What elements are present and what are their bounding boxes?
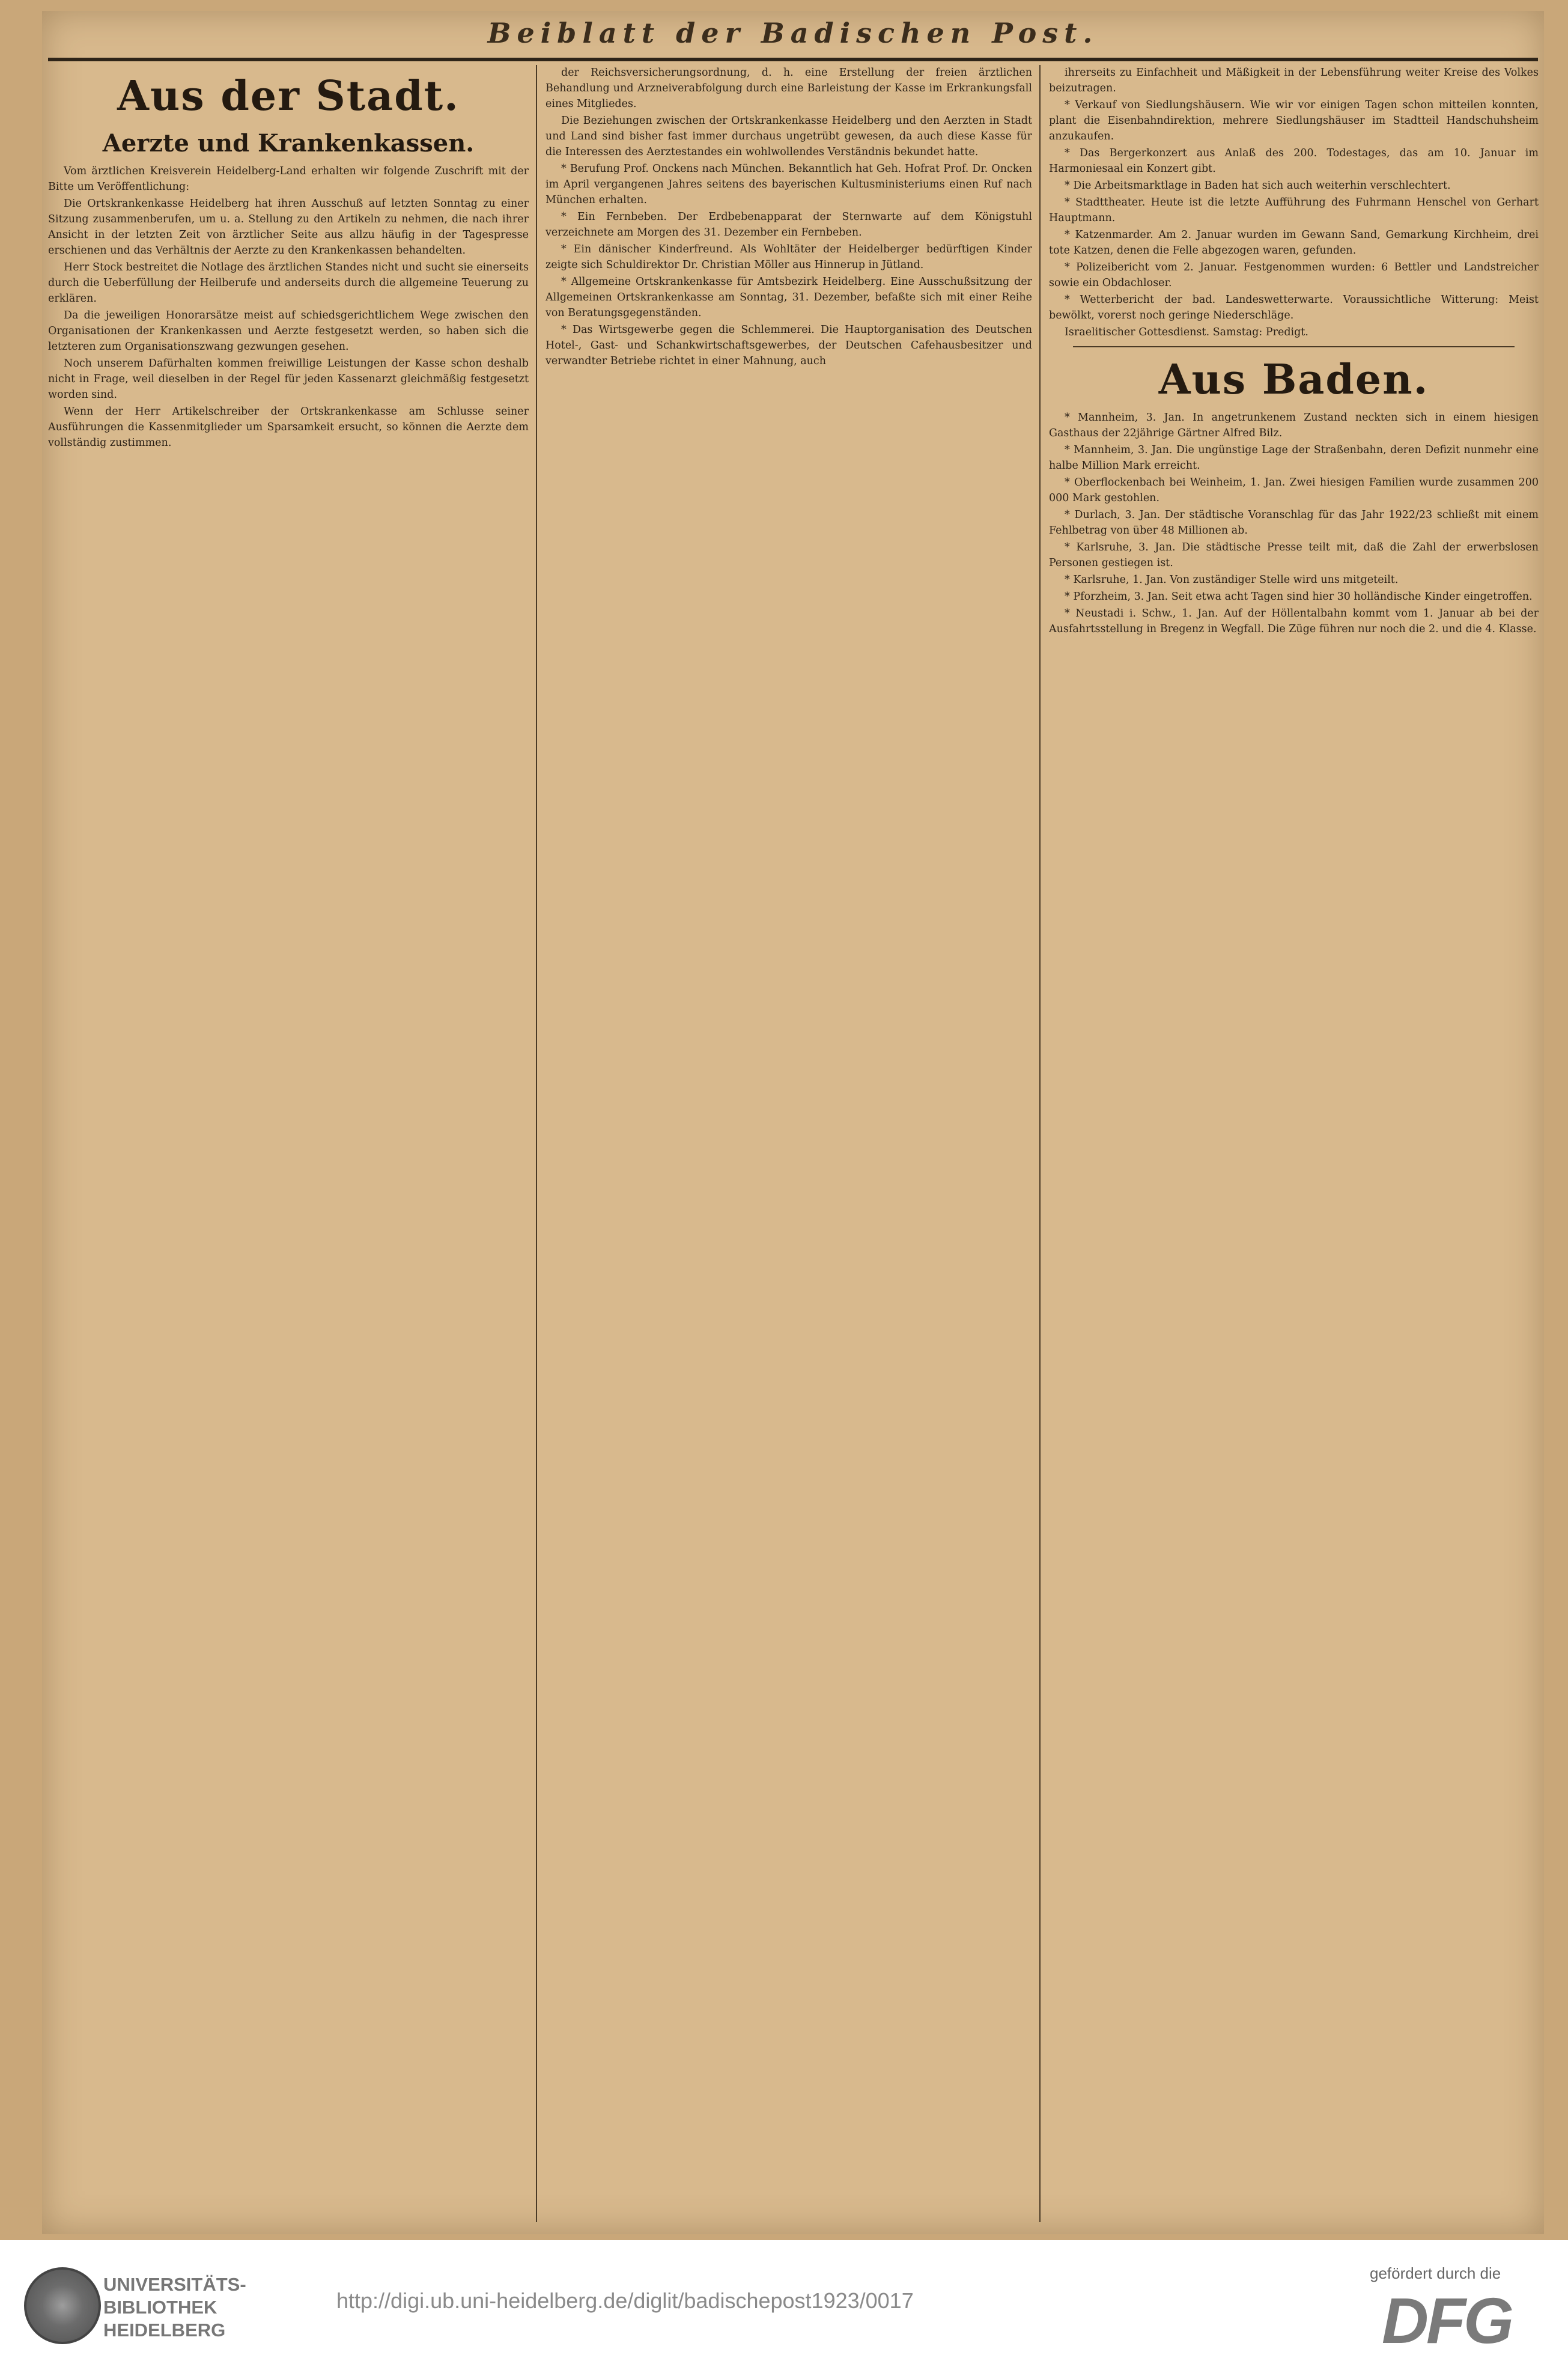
- paragraph: * Polizeibericht vom 2. Januar. Festgenommen wurden: 6 Bettler und Landstreicher sowie ein Obdachloser.: [1049, 261, 1539, 289]
- article-body: [1049, 65, 1539, 340]
- paragraph: * Pforzheim, 3. Jan. Seit etwa acht Tagen sind hier 30 holländische Kinder eingetroffen.: [1065, 591, 1533, 603]
- section-rule: [1073, 346, 1515, 347]
- library-name-line: BIBLIOTHEK: [103, 2297, 217, 2318]
- paragraph: * Ein Fernbeben. Der Erdbebenapparat der Sternwarte auf dem Königstuhl verzeichnete am Morgen des 31. Dezember ein Fernbeben.: [545, 211, 1032, 239]
- paragraph: Noch unserem Dafürhalten kommen freiwillige Leistungen der Kasse schon deshalb nicht in Frage, weil dieselben in der Regel für jeden Kassenarzt gleichmäßig festgesetzt worden sind.: [48, 358, 529, 401]
- masthead-rule: [48, 58, 1538, 61]
- dfg-logo: DFG: [1382, 2284, 1512, 2357]
- paragraph: Die Ortskrankenkasse Heidelberg hat ihren Ausschuß auf letzten Sonntag zu einer Sitzung zusammenberufen, um u. a. Stellung zu den Artikeln zu nehmen, die nach ihrer Ansicht in der letzten Zeit von ärztlicher Seite aus allzu häufig in der Tagespresse erschienen und das Verhältnis der Aerzte zu den Krankenkassen behandelten.: [48, 198, 529, 257]
- paragraph: * Oberflockenbach bei Weinheim, 1. Jan. Zwei hiesigen Familien wurde zusammen 200 000 Mark gestohlen.: [1049, 477, 1539, 504]
- seal-icon: [24, 2267, 101, 2344]
- article-body: [1049, 410, 1539, 637]
- paragraph: * Mannheim, 3. Jan. Die ungünstige Lage der Straßenbahn, deren Defizit nunmehr eine halbe Million Mark erreicht.: [1049, 444, 1539, 472]
- paragraph: * Verkauf von Siedlungshäusern. Wie wir vor einigen Tagen schon mitteilen konnten, plant die Eisenbahndirektion, mehrere Siedlungshäuser im Stadtteil Handschuhsheim anzukaufen.: [1049, 99, 1539, 142]
- column-3: [1049, 65, 1539, 2222]
- section-headline: Aus Baden.: [1158, 356, 1429, 404]
- footer-bar: [0, 2240, 1568, 2373]
- masthead: Beiblatt der Badischen Post.: [487, 17, 1099, 49]
- paragraph: * Wetterbericht der bad. Landeswetterwarte. Voraussichtliche Witterung: Meist bewölkt, vorerst noch geringe Niederschläge.: [1049, 294, 1539, 321]
- paragraph: * Ein dänischer Kinderfreund. Als Wohltäter der Heidelberger bedürftigen Kinder zeigte sich Schuldirektor Dr. Christian Möller aus Hinnerup in Jütland.: [545, 243, 1032, 271]
- paragraph: Wenn der Herr Artikelschreiber der Ortskrankenkasse am Schlusse seiner Ausführungen die Kassenmitglieder um Sparsamkeit ersucht, so können die Aerzte dem vollständig zustimmen.: [48, 406, 529, 449]
- paragraph: * Mannheim, 3. Jan. In angetrunkenem Zustand neckten sich in einem hiesigen Gasthaus der 22jährige Gärtner Alfred Bilz.: [1049, 412, 1539, 439]
- paragraph: Israelitischer Gottesdienst. Samstag: Predigt.: [1065, 326, 1308, 338]
- paragraph: * Berufung Prof. Onckens nach München. Bekanntlich hat Geh. Hofrat Prof. Dr. Oncken im April vergangenen Jahres seitens des bayerischen Kultusministeriums einen Ruf nach München erhalten.: [545, 163, 1032, 206]
- paragraph: * Durlach, 3. Jan. Der städtische Voranschlag für das Jahr 1922/23 schließt mit einem Fehlbetrag von über 48 Millionen ab.: [1049, 509, 1539, 537]
- column-2: [545, 65, 1032, 2222]
- article-body: [48, 163, 529, 451]
- sponsor-block[interactable]: [1370, 2264, 1562, 2366]
- paragraph: * Karlsruhe, 1. Jan. Von zuständiger Stelle wird uns mitgeteilt.: [1065, 574, 1399, 586]
- paragraph: der Reichsversicherungsordnung, d. h. eine Erstellung der freien ärztlichen Behandlung und Arzneiverabfolgung durch eine Barleistung der Kasse im Erkrankungsfall eines Mitgliedes.: [545, 67, 1032, 110]
- article-headline: Aerzte und Krankenkassen.: [102, 129, 475, 157]
- column-divider: [536, 65, 537, 2222]
- paragraph: * Karlsruhe, 3. Jan. Die städtische Presse teilt mit, daß die Zahl der erwerbslosen Personen gestiegen ist.: [1049, 541, 1539, 569]
- paragraph: * Das Bergerkonzert aus Anlaß des 200. Todestages, das am 10. Januar im Harmoniesaal ein Konzert gibt.: [1049, 147, 1539, 175]
- column-1: [48, 65, 529, 2222]
- library-name-line: HEIDELBERG: [103, 2320, 226, 2341]
- paragraph: Die Beziehungen zwischen der Ortskrankenkasse Heidelberg und den Aerzten in Stadt und Land sind bisher fast immer durchaus ungetrübt gewesen, da auch diese Kasse für die Interessen des Aerztestandes ein wohlwollendes Verständnis bekundet hatte.: [545, 115, 1032, 158]
- article-body: [545, 65, 1032, 369]
- paragraph: * Allgemeine Ortskrankenkasse für Amtsbezirk Heidelberg. Eine Ausschußsitzung der Allgemeinen Ortskrankenkasse am Sonntag, 31. Dezember, befaßte sich mit einer Reihe von Beratungsgegenständen.: [545, 276, 1032, 319]
- column-divider: [1039, 65, 1041, 2222]
- document-url-link[interactable]: http://digi.ub.uni-heidelberg.de/diglit/badischepost1923/0017: [336, 2288, 914, 2313]
- paragraph: * Katzenmarder. Am 2. Januar wurden im Gewann Sand, Gemarkung Kirchheim, drei tote Katzen, denen die Felle abgezogen waren, gefunden.: [1049, 229, 1539, 257]
- section-headline: Aus der Stadt.: [117, 72, 460, 120]
- paragraph: * Stadttheater. Heute ist die letzte Aufführung des Fuhrmann Henschel von Gerhart Hauptmann.: [1049, 196, 1539, 224]
- paragraph: Da die jeweiligen Honorarsätze meist auf schiedsgerichtlichem Wege zwischen den Organisationen der Krankenkassen und Aerzte festgesetzt werden, so haben sich die letzteren zum Organisationszwang gezwungen gesehen.: [48, 309, 529, 353]
- paragraph: Herr Stock bestreitet die Notlage des ärztlichen Standes nicht und sucht sie einerseits durch die Ueberfüllung der Heilberufe und anderseits durch die allgemeine Teuerung zu erklären.: [48, 261, 529, 305]
- newspaper-page: [42, 11, 1544, 2234]
- paragraph: * Die Arbeitsmarktlage in Baden hat sich auch weiterhin verschlechtert.: [1065, 180, 1451, 192]
- sponsor-caption: gefördert durch die: [1370, 2264, 1501, 2282]
- library-name: [103, 2273, 246, 2342]
- library-logo[interactable]: [12, 2255, 246, 2341]
- paragraph: * Das Wirtsgewerbe gegen die Schlemmerei. Die Hauptorganisation des Deutschen Hotel-, Gast- und Schankwirtschaftsgewerbes, der Deutschen Cafehausbesitzer und verwandter Betriebe richtet in einer Mahnung, auch: [545, 324, 1032, 367]
- paragraph: * Neustadi i. Schw., 1. Jan. Auf der Höllentalbahn kommt vom 1. Januar ab bei der Ausfahrtsstellung in Bregenz in Wegfall. Die Züge führen nur noch die 2. und die 4. Klasse.: [1049, 608, 1539, 635]
- paragraph: Vom ärztlichen Kreisverein Heidelberg-Land erhalten wir folgende Zuschrift mit der Bitte um Veröffentlichung:: [48, 165, 529, 193]
- paragraph: ihrerseits zu Einfachheit und Mäßigkeit in der Lebensführung weiter Kreise des Volkes beizutragen.: [1049, 67, 1539, 94]
- library-name-line: UNIVERSITÄTS-: [103, 2274, 246, 2295]
